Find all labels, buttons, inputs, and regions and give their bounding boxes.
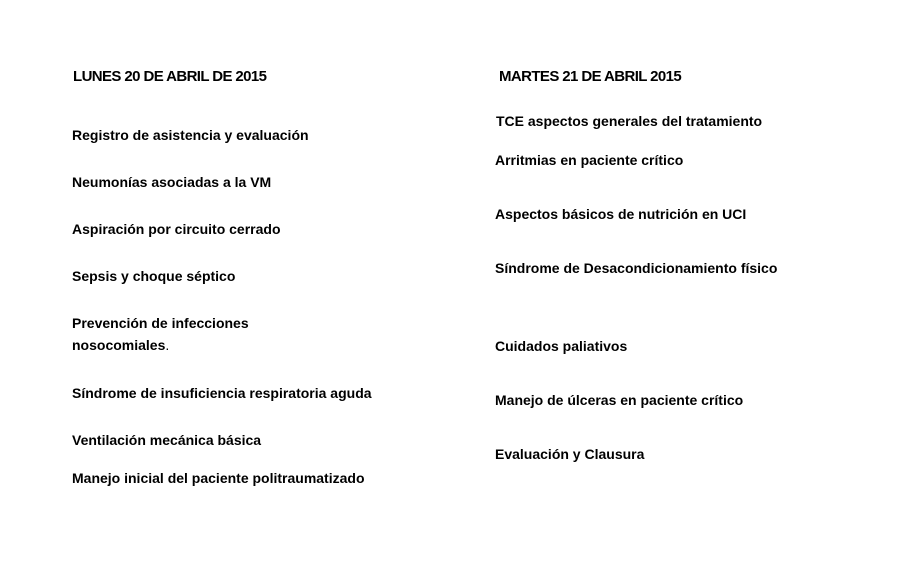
agenda-item: Síndrome de insuficiencia respiratoria aguda: [72, 385, 372, 401]
agenda-item: Prevención de infecciones: [72, 315, 249, 331]
monday-heading: LUNES 20 DE ABRIL DE 2015: [73, 68, 267, 85]
agenda-item: Aspectos básicos de nutrición en UCI: [495, 206, 747, 222]
tuesday-heading: MARTES 21 DE ABRIL 2015: [499, 68, 682, 85]
agenda-item: Neumonías asociadas a la VM: [72, 174, 272, 190]
agenda-item: TCE aspectos generales del tratamiento: [496, 113, 763, 129]
agenda-item: Manejo de úlceras en paciente crítico: [495, 392, 744, 408]
agenda-item: Arritmias en paciente crítico: [495, 152, 684, 168]
agenda-item: Cuidados paliativos: [495, 338, 628, 354]
agenda-item-continuation: [72, 334, 169, 356]
agenda-item: Registro de asistencia y evaluación: [72, 127, 309, 143]
agenda-item: Manejo inicial del paciente politraumatizado: [72, 470, 365, 486]
agenda-item-text: nosocomiales: [72, 337, 166, 353]
agenda-item: Sepsis y choque séptico: [72, 268, 236, 284]
agenda-item-period: .: [165, 337, 170, 353]
agenda-item: Síndrome de Desacondicionamiento físico: [495, 260, 778, 276]
agenda-item: Evaluación y Clausura: [495, 446, 645, 462]
agenda-item: Ventilación mecánica básica: [72, 432, 262, 448]
agenda-item: Aspiración por circuito cerrado: [72, 221, 281, 237]
